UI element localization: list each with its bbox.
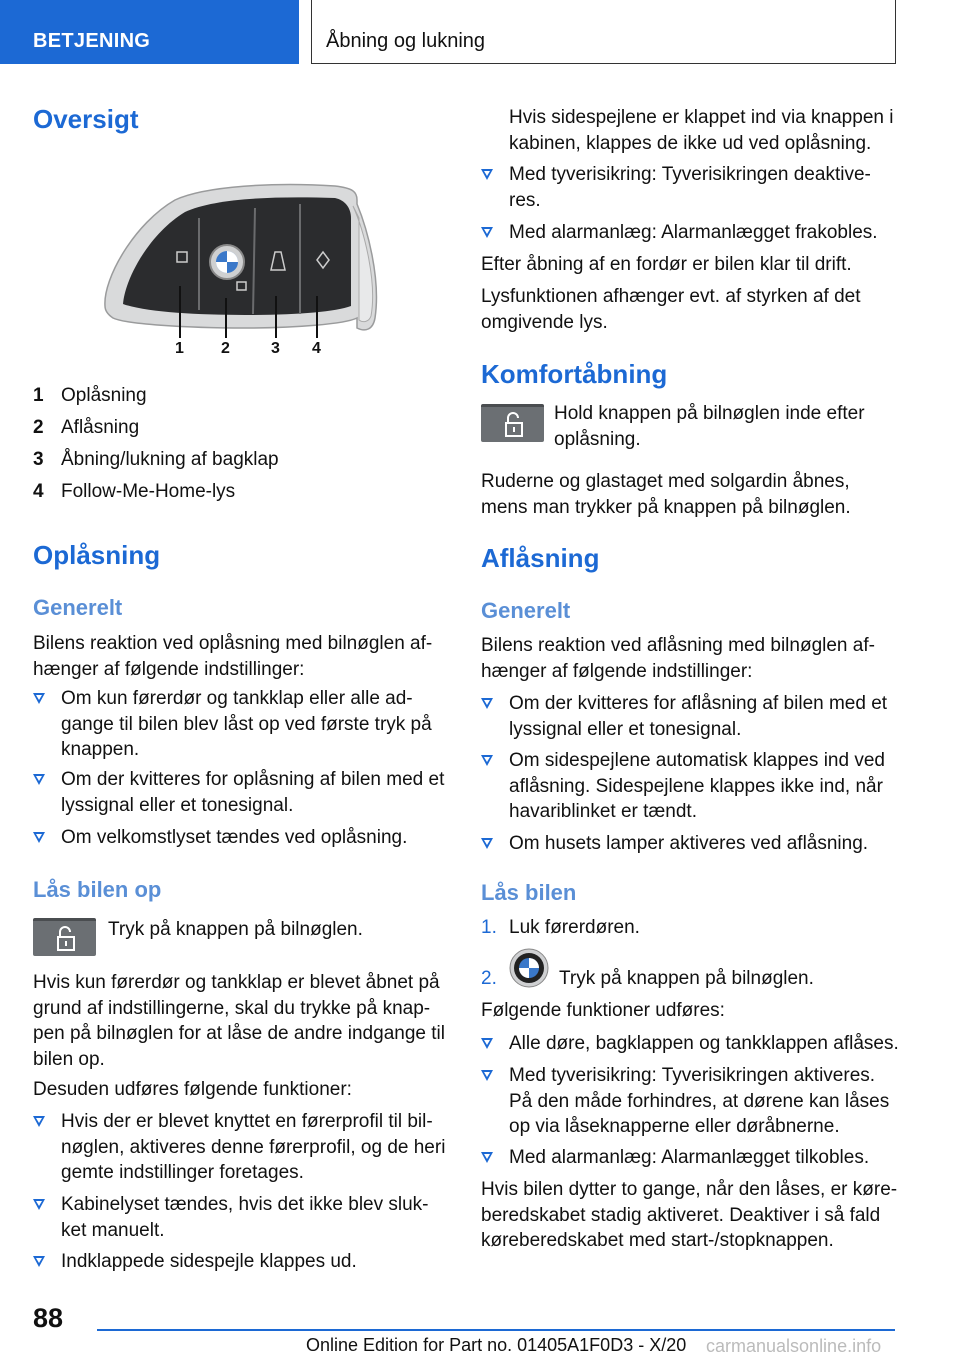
header-chapter-label: Åbning og lukning: [326, 30, 486, 52]
step-number-2: 2.: [481, 968, 497, 989]
function-bullet-1: Hvis der er blevet knyttet en førerprofil til bil-nøglen, aktiveres denne førerprofil, og de heri gemte indstillinger foretages.: [33, 1109, 453, 1186]
lock-general-heading: Generelt: [481, 598, 571, 623]
footer-edition: Online Edition for Part no. 01405A1F0D3 - X/20: [306, 1335, 687, 1355]
step-number-1: 1.: [481, 917, 497, 938]
drive-ready-text: Efter åbning af en fordør er bilen klar til drift.: [481, 254, 852, 275]
comfort-para: Ruderne og glastaget med solgardin åbnes, mens man trykker på knappen på bilnøglen.: [481, 471, 851, 518]
comfort-title: Komfortåbning: [481, 359, 668, 389]
lock-function-bullet-3: Med alarmanlæg: Alarmanlægget tilkobles.: [481, 1145, 901, 1171]
lock-title: Aflåsning: [481, 543, 600, 573]
lock-bullet-3: Om husets lamper aktiveres ved aflåsning.: [481, 831, 901, 857]
unlock-bullet-3: Om velkomstlyset tændes ved oplåsning.: [33, 825, 453, 851]
figure-label-1: 1: [175, 340, 184, 357]
bmw-logo-icon: [509, 948, 549, 988]
functions-text: Følgende funktioner udføres:: [481, 1000, 725, 1021]
unlock-para-2: Desuden udføres følgende funktioner:: [33, 1079, 352, 1100]
step-text-1: Luk førerdøren.: [509, 917, 640, 938]
lock-car-heading: Lås bilen: [481, 880, 577, 905]
function-bullet-3: Indklappede sidespejle klappes ud.: [33, 1249, 453, 1275]
unlock-general-heading: Generelt: [33, 595, 123, 620]
lock-general-text: Bilens reaktion ved aflåsning med bilnøglen af-hænger af følgende indstillinger:: [481, 635, 875, 682]
figure-label-4: 4: [312, 340, 321, 357]
function-bullet-2: Kabinelyset tændes, hvis det ikke blev sluk-ket manuelt.: [33, 1192, 453, 1243]
unlock-bullet-2: Om der kvitteres for oplåsning af bilen med et lyssignal eller et tonesignal.: [33, 767, 453, 818]
unlock-button-icon: [33, 918, 96, 956]
unlock-car-text: Tryk på knappen på bilnøglen.: [108, 919, 363, 940]
overview-title: Oversigt: [33, 104, 139, 134]
mirror-cont-text: Hvis sidespejlene er klappet ind via knappen i kabinen, klappes de ikke ud ved oplåsning.: [509, 107, 894, 154]
figure-label-3: 3: [271, 340, 280, 357]
watermark: carmanualsonline.info: [706, 1336, 882, 1356]
figure-label-2: 2: [221, 340, 230, 357]
lock-function-bullet-1: Alle døre, bagklappen og tankklappen aflåses.: [481, 1031, 901, 1057]
unlock-general-text: Bilens reaktion ved oplåsning med bilnøglen af-hænger af følgende indstillinger:: [33, 633, 433, 680]
key-fob-illustration: [95, 178, 390, 368]
final-para: Hvis bilen dytter to gange, når den låses, er køre-beredskabet stadig aktiveret. Deaktiver i så fald køreberedskabet med start-/stopknappen.: [481, 1179, 898, 1251]
unlock-title: Oplåsning: [33, 540, 161, 570]
comfort-unlock-button-icon: [481, 404, 544, 442]
page-number: 88: [33, 1303, 64, 1333]
lock-function-bullet-2: Med tyverisikring: Tyverisikringen aktiveres. På den måde forhindres, at dørene kan låses op via låseknapperne eller døråbnerne.: [481, 1063, 901, 1140]
unlock-para-1: Hvis kun førerdør og tankklap er blevet åbnet på grund af indstillingerne, skal du trykke på knap-pen på bilnøglen for at låse de andre indgange til bilen op.: [33, 972, 445, 1070]
step-text-2: Tryk på knappen på bilnøglen.: [559, 968, 814, 989]
comfort-text: Hold knappen på bilnøglen inde efter oplåsning.: [554, 403, 865, 450]
unlock-car-heading: Lås bilen op: [33, 877, 162, 902]
lock-bullet-1: Om der kvitteres for aflåsning af bilen med et lyssignal eller et tonesignal.: [481, 691, 901, 742]
header-chapter-tab: [311, 0, 896, 64]
footer-rule: [97, 1329, 895, 1331]
unlock-bullet-1: Om kun førerdør og tankklap eller alle ad-gange til bilen blev låst op ved første tryk på knappen.: [33, 686, 453, 763]
header-section-tab: [0, 0, 299, 64]
lock-bullet-2: Om sidespejlene automatisk klappes ind ved aflåsning. Sidespejlene klappes ikke ind, når havariblinket er tændt.: [481, 748, 901, 825]
light-function-text: Lysfunktionen afhænger evt. af styrken af det omgivende lys.: [481, 286, 861, 333]
cont-bullet-1: Med tyverisikring: Tyverisikringen deaktive-res.: [481, 162, 901, 213]
cont-bullet-2: Med alarmanlæg: Alarmanlægget frakobles.: [481, 220, 901, 246]
header-section-label: BETJENING: [33, 30, 151, 52]
